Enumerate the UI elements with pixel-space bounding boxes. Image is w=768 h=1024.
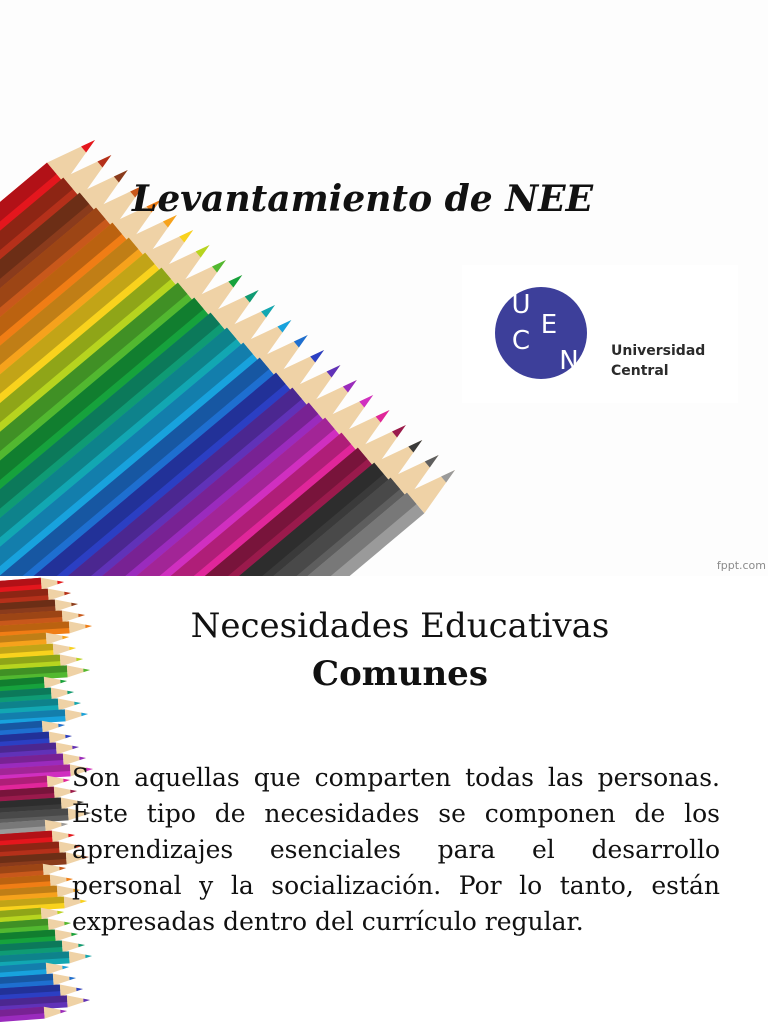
- ucen-logo-mark: [495, 287, 587, 379]
- slide-2-title-line1: Necesidades Educativas: [190, 606, 610, 646]
- slide-2-body: Son aquellas que comparten todas las personas. Este tipo de necesidades se componen de los aprendizajes esenciales para el desarrollo personal y la socialización. Por lo tanto, están expresadas dentro del currículo regular.: [72, 763, 720, 936]
- university-name-line2: Central: [611, 363, 669, 379]
- logo-letter-c: C: [511, 326, 531, 356]
- slide-2-title-line2: Comunes: [312, 654, 488, 694]
- slide-2-title: [0, 606, 768, 694]
- logo-letter-e: E: [540, 310, 558, 340]
- university-logo: [462, 265, 738, 403]
- pencil-border-39: [0, 1007, 67, 1024]
- university-name: [611, 341, 731, 381]
- watermark: fppt.com: [716, 559, 766, 572]
- slide-2: [0, 576, 768, 1024]
- slide-1-title: Levantamiento de NEE: [132, 178, 594, 220]
- pencil-illustration: [0, 0, 470, 576]
- logo-letter-u: U: [511, 290, 531, 320]
- logo-letter-n: N: [559, 346, 579, 376]
- university-name-line1: Universidad: [611, 343, 706, 359]
